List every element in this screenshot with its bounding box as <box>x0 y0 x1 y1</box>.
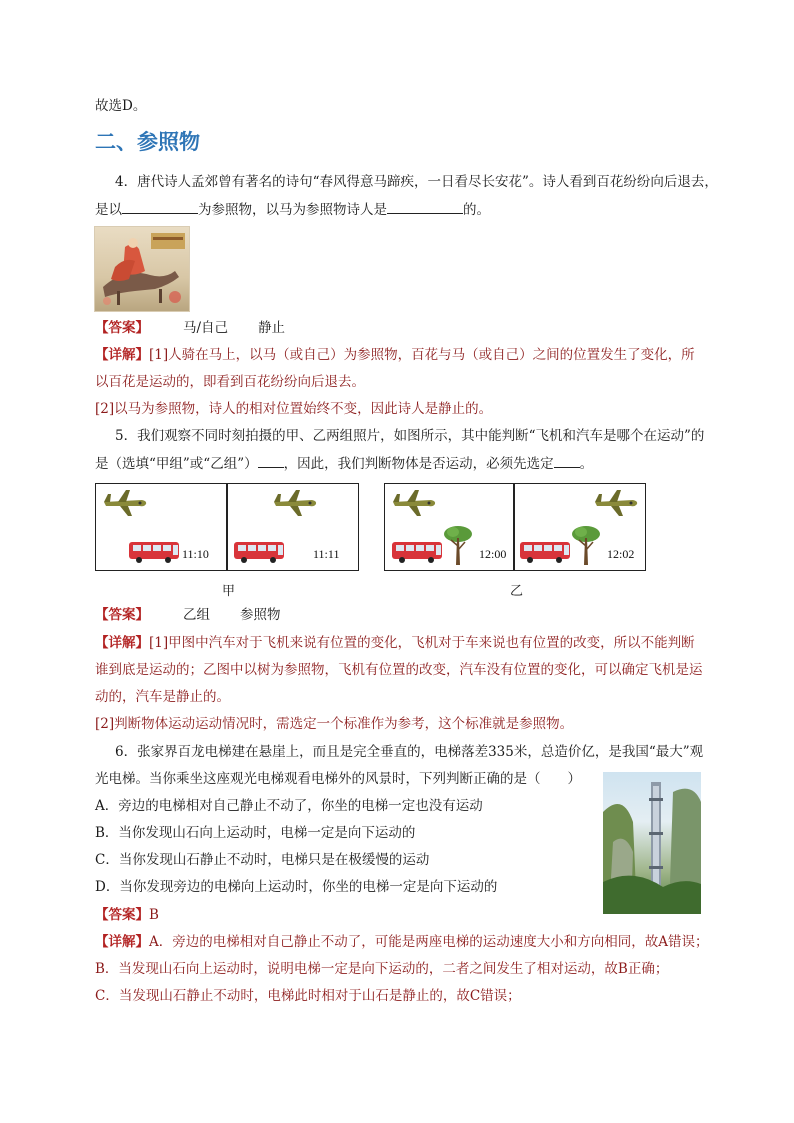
q6-answer-value: B <box>149 907 159 923</box>
q6-stem-line1: 6．张家界百龙电梯建在悬崖上，而且是完全垂直的，电梯落差335米，总造价亿，是我国“最大”观 <box>115 744 704 760</box>
q5-blank-2 <box>554 453 580 468</box>
q4-stem-line1: 4．唐代诗人孟郊曾有著名的诗句“春风得意马蹄疾，一日看尽长安花”。诗人看到百花纷纷向后退去， <box>115 174 718 190</box>
detail-tag: 【详解】 <box>95 635 149 651</box>
q6-option-d: D．当你发现旁边的电梯向上运动时，你坐的电梯一定是向下运动的 <box>95 879 498 895</box>
bus-icon <box>128 540 180 564</box>
time-label: 11:11 <box>313 547 340 561</box>
time-label: 11:10 <box>182 547 209 561</box>
figure-caption-a: 甲 <box>222 584 236 599</box>
section-heading: 二、参照物 <box>95 130 200 154</box>
q5-detail-line4: [2]判断物体运动运动情况时，需选定一个标准作为参考，这个标准就是参照物。 <box>95 716 574 732</box>
q4-stem-part-b: 为参照物，以马为参照物诗人是 <box>198 202 387 218</box>
q6-option-a: A．旁边的电梯相对自己静止不动了，你坐的电梯一定也没有运动 <box>95 798 483 814</box>
cliff-elevator-image <box>603 772 701 914</box>
airplane-icon <box>391 488 437 518</box>
q5-detail-text1: [1]甲图中汽车对于飞机来说有位置的变化，飞机对于车来说也有位置的改变，所以不能判断 <box>149 635 695 651</box>
q4-detail-line2: 以百花是运动的，即看到百花纷纷向后退去。 <box>95 374 365 390</box>
q5-stem-part-b: ，因此，我们判断物体是否运动，必须先选定 <box>283 456 554 472</box>
q6-detail-text1: A．旁边的电梯相对自己静止不动了，可能是两座电梯的运动速度大小和方向相同，故A错误； <box>149 934 709 950</box>
detail-tag: 【详解】 <box>95 934 149 950</box>
bus-icon <box>233 540 285 564</box>
q4-detail-line3: [2]以马为参照物，诗人的相对位置始终不变，因此诗人是静止的。 <box>95 401 493 417</box>
q4-answer-2: 静止 <box>258 320 286 336</box>
bus-icon <box>519 540 571 564</box>
q5-stem-part-c: 。 <box>579 456 594 472</box>
q4-stem-line2 <box>95 199 490 220</box>
q5-stem-line2 <box>95 453 593 474</box>
q6-stem-line2: 光电梯。当你乘坐这座观光电梯观看电梯外的风景时，下列判断正确的是（ ） <box>95 771 581 787</box>
answer-tag: 【答案】 <box>95 320 149 336</box>
q6-detail-line3: C．当发现山石静止不动时，电梯此时相对于山石是静止的，故C错误； <box>95 988 521 1004</box>
q5-detail-line2: 谁到底是运动的；乙图中以树为参照物，飞机有位置的改变，汽车没有位置的变化，可以确定飞机是运 <box>95 662 703 678</box>
conclusion-text: 故选D。 <box>95 98 147 114</box>
q6-detail-line2: B．当发现山石向上运动时，说明电梯一定是向下运动的，二者之间发生了相对运动，故B正确； <box>95 961 669 977</box>
q4-stem-part-c: 的。 <box>463 202 490 218</box>
q5-answer-2: 参照物 <box>240 607 281 623</box>
q5-answer-1: 乙组 <box>183 607 210 623</box>
q5-stem-line1: 5．我们观察不同时刻拍摄的甲、乙两组照片，如图所示，其中能判断“飞机和汽车是哪个在运动”的 <box>115 428 705 444</box>
poet-on-horse-image <box>94 226 190 312</box>
q4-answer-1: 马/自己 <box>183 320 229 336</box>
q6-answer <box>95 905 159 925</box>
q5-detail-line1 <box>95 633 695 653</box>
q4-detail-text1: [1]人骑在马上，以马（或自己）为参照物，百花与马（或自己）之间的位置发生了变化，所 <box>149 347 695 363</box>
q4-answer <box>95 318 285 338</box>
time-label: 12:00 <box>479 547 507 561</box>
q4-stem-part-a: 是以 <box>95 202 122 218</box>
airplane-icon <box>593 488 639 518</box>
time-label: 12:02 <box>607 547 635 561</box>
q5-stem-part-a: 是（选填“甲组”或“乙组”） <box>95 456 258 472</box>
q4-detail-line1 <box>95 345 695 365</box>
answer-tag: 【答案】 <box>95 607 149 623</box>
q5-detail-line3: 动的，汽车是静止的。 <box>95 689 230 705</box>
figure-caption-b: 乙 <box>510 584 524 599</box>
figure-group-b <box>384 483 646 571</box>
figure-group-a <box>95 483 359 571</box>
tree-icon <box>443 524 473 566</box>
q5-blank-1 <box>258 453 284 468</box>
q4-blank-1 <box>122 199 198 214</box>
bus-icon <box>391 540 443 564</box>
q6-option-b: B．当你发现山石向上运动时，电梯一定是向下运动的 <box>95 825 416 841</box>
answer-tag: 【答案】 <box>95 907 149 923</box>
tree-icon <box>571 524 601 566</box>
q4-blank-2 <box>387 199 463 214</box>
detail-tag: 【详解】 <box>95 347 149 363</box>
airplane-icon <box>102 488 148 518</box>
airplane-icon <box>272 488 318 518</box>
q6-detail-line1 <box>95 932 709 952</box>
q6-option-c: C．当你发现山石静止不动时，电梯只是在极缓慢的运动 <box>95 852 430 868</box>
q5-answer <box>95 605 281 625</box>
